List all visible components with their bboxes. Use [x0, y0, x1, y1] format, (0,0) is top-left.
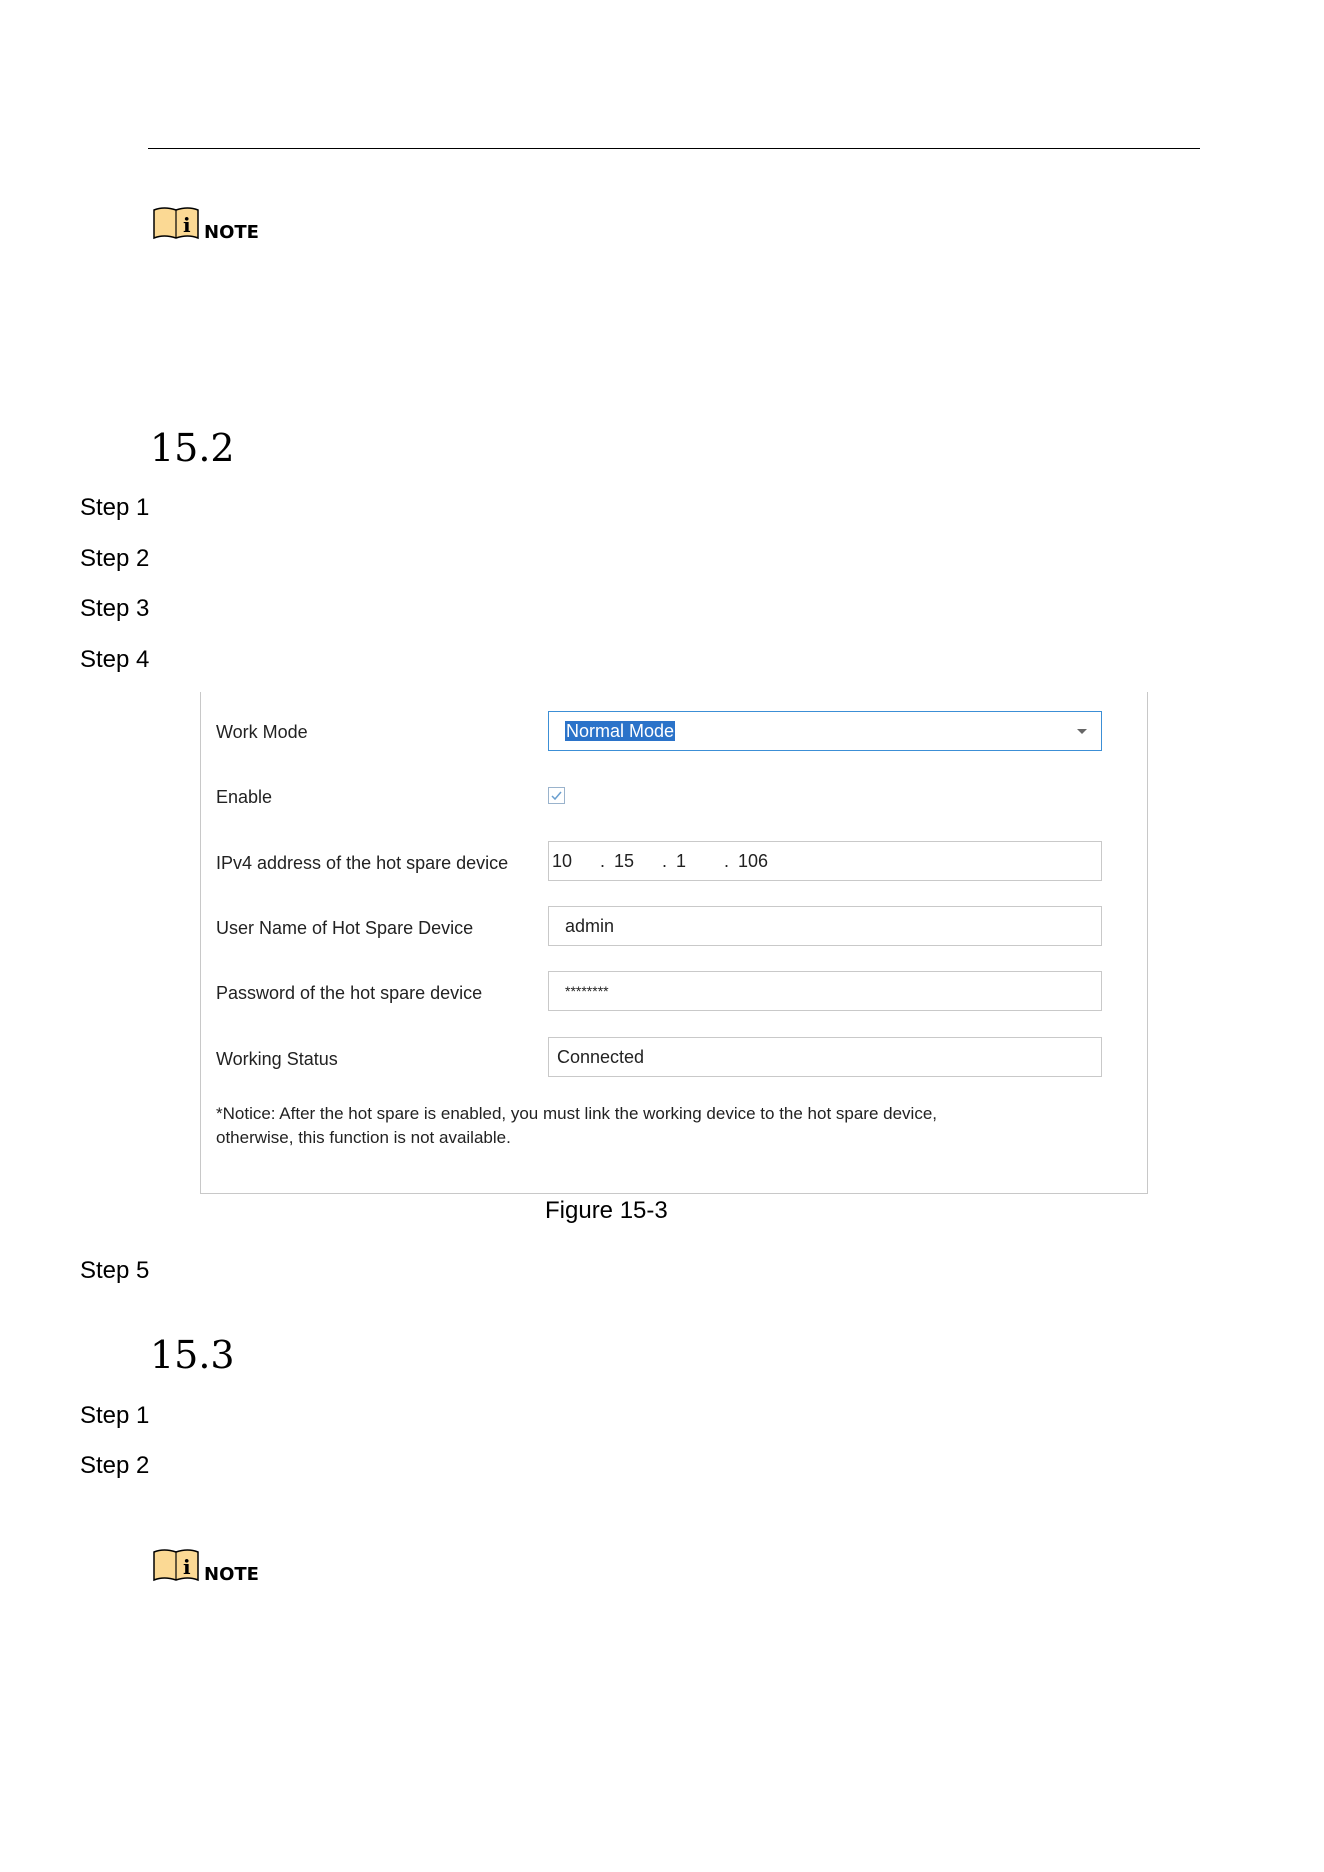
work-mode-select[interactable]	[548, 711, 1102, 751]
notice-text	[216, 1102, 1116, 1150]
hot-spare-settings-figure	[200, 692, 1148, 1194]
note-label: NOTE	[204, 1564, 259, 1585]
working-status-label: Working Status	[216, 1049, 338, 1069]
ipv4-octet[interactable]: 10	[552, 851, 573, 871]
step-label: Step 5	[80, 1257, 150, 1284]
step-label: Step 2	[80, 545, 150, 572]
section-number: 15.2	[150, 426, 235, 470]
note-callout	[152, 204, 259, 242]
ipv4-separator: .	[600, 851, 606, 871]
ipv4-field[interactable]	[548, 841, 1102, 881]
username-label: User Name of Hot Spare Device	[216, 918, 474, 938]
note-callout	[152, 1546, 259, 1584]
enable-checkbox[interactable]	[548, 787, 565, 804]
header-rule	[148, 148, 1200, 149]
password-input[interactable]: ********	[548, 971, 1102, 1011]
password-label: Password of the hot spare device	[216, 983, 483, 1003]
ipv4-separator: .	[662, 851, 668, 871]
username-input[interactable]: admin	[548, 906, 1102, 946]
work-mode-label: Work Mode	[216, 722, 308, 742]
info-book-icon	[152, 1546, 200, 1584]
ipv4-label: IPv4 address of the hot spare device	[216, 853, 509, 873]
chevron-down-icon[interactable]	[1077, 729, 1087, 734]
ipv4-octet[interactable]: 1	[676, 851, 687, 871]
work-mode-value: Normal Mode	[566, 721, 675, 741]
note-label: NOTE	[204, 222, 259, 243]
notice-line: otherwise, this function is not available.	[216, 1128, 511, 1147]
ipv4-octet[interactable]: 106	[738, 851, 769, 871]
enable-label: Enable	[216, 787, 273, 807]
svg-text:i: i	[183, 1555, 191, 1579]
step-label: Step 3	[80, 595, 150, 622]
working-status-field: Connected	[548, 1037, 1102, 1077]
info-book-icon	[152, 204, 200, 242]
step-label: Step 1	[80, 1402, 150, 1429]
step-label: Step 4	[80, 646, 150, 673]
step-label: Step 2	[80, 1452, 150, 1479]
step-label: Step 1	[80, 494, 150, 521]
ipv4-octet[interactable]: 15	[614, 851, 635, 871]
figure-caption: Figure 15-3	[545, 1197, 668, 1224]
svg-text:i: i	[183, 213, 191, 237]
ipv4-separator: .	[724, 851, 730, 871]
section-number: 15.3	[150, 1333, 235, 1377]
notice-line: *Notice: After the hot spare is enabled, you must link the working device to the hot spare device,	[216, 1104, 938, 1123]
check-icon	[549, 788, 564, 803]
